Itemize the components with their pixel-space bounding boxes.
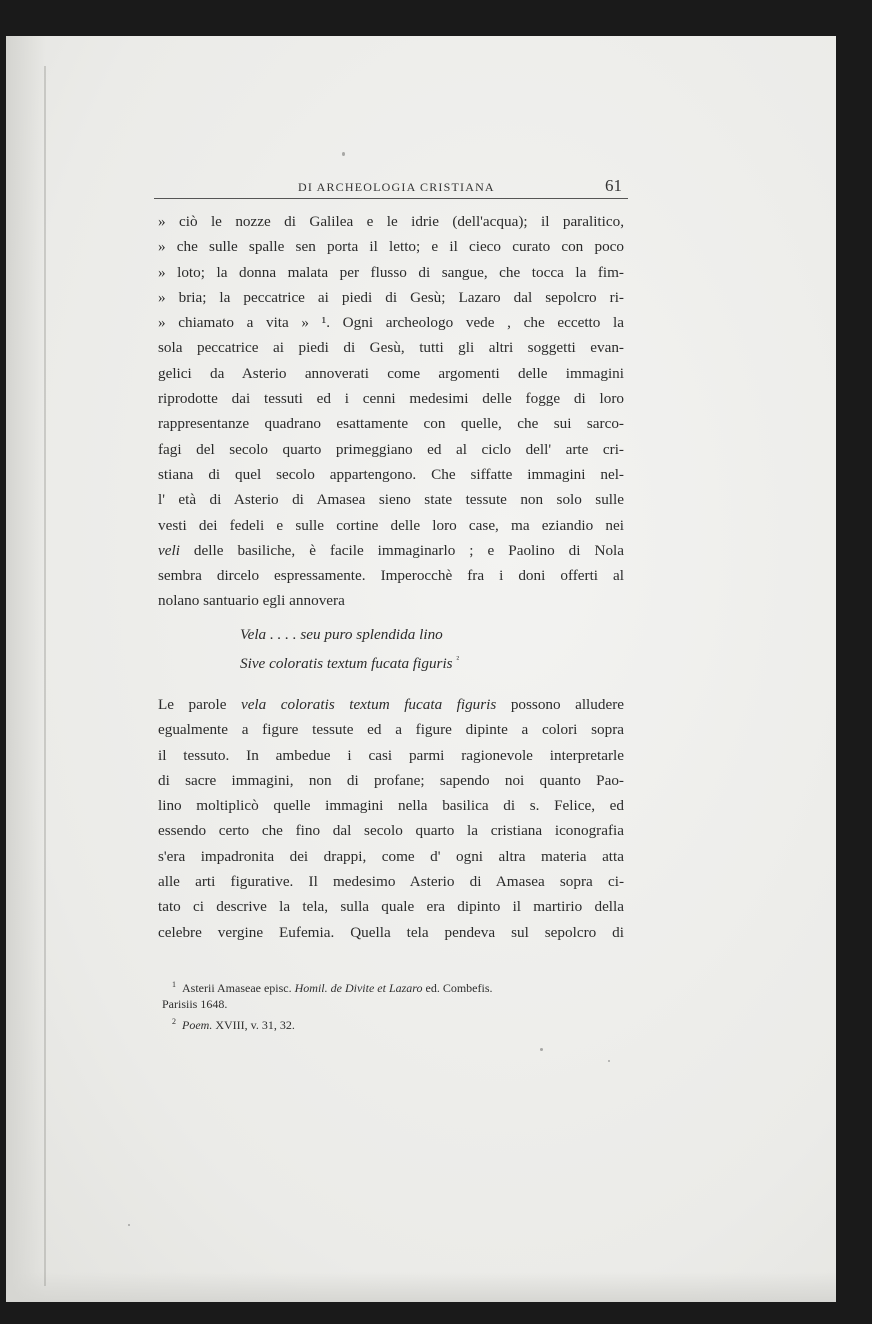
footnote-text: XVIII, v. 31, 32.	[212, 1018, 295, 1032]
footnote-title: Homil. de Divite et Lazaro	[294, 981, 423, 995]
text-line: » che sulle spalle sen porta il letto; e il cieco curato con poco	[158, 238, 624, 256]
text-line: gelici da Asterio annoverati come argomenti delle immagini	[158, 364, 624, 382]
text-line: tato ci descrive la tela, sulla quale era dipinto il martirio della	[158, 898, 624, 916]
text-line: celebre vergine Eufemia. Quella tela pendeva sul sepolcro di	[158, 923, 624, 941]
text-line: riprodotte dai tessuti ed i cenni medesimi delle fogge di loro	[158, 390, 624, 408]
footnote-marker: 2	[172, 1017, 176, 1026]
verse-line	[240, 647, 580, 672]
text-line: » bria; la peccatrice ai piedi di Gesù; Lazaro dal sepolcro ri-	[158, 288, 624, 306]
footnote-2	[162, 1013, 622, 1032]
text-line: vesti dei fedeli e sulle cortine delle loro case, ma eziandio nei	[158, 516, 624, 534]
text-line: » chiamato a vita » ¹. Ogni archeologo vede , che eccetto la	[158, 314, 624, 332]
text-line: sembra dircelo espressamente. Imperocchè fra i doni offerti al	[158, 567, 624, 585]
text-line: » loto; la donna malata per flusso di sangue, che tocca la fim-	[158, 263, 624, 281]
footnotes	[162, 976, 622, 1032]
text-line: rappresentanze quadrano esattamente con quelle, che sui sarco-	[158, 415, 624, 433]
text-line	[158, 692, 624, 717]
page-bottom-shadow	[6, 1272, 836, 1302]
verse-text: Sive coloratis textum fucata figuris	[240, 655, 453, 673]
text-run: Le parole	[158, 696, 241, 713]
text-line: sola peccatrice ai piedi di Gesù, tutti gli altri soggetti evan-	[158, 339, 624, 357]
text-line: stiana di quel secolo appartengono. Che siffatte immagini nel-	[158, 465, 624, 483]
text-line: lino moltiplicò quelle immagini nella basilica di s. Felice, ed	[158, 797, 624, 815]
italic-quotation: vela coloratis textum fucata figuris	[240, 696, 497, 713]
footnote-text: Asterii Amaseae episc.	[182, 981, 295, 995]
text-line: s'era impadronita dei drappi, come d' ogni altra materia atta	[158, 847, 624, 865]
text-line: alle arti figurative. Il medesimo Asterio di Amasea sopra ci-	[158, 873, 624, 891]
footnote-title: Poem.	[182, 1018, 213, 1032]
paper-speck	[342, 152, 345, 156]
text-line: fagi del secolo quarto primeggiano ed al ciclo dell' arte cri-	[158, 440, 624, 458]
paragraph-1	[158, 209, 624, 614]
text-line: » ciò le nozze di Galilea e le idrie (dell'acqua); il paralitico,	[158, 213, 624, 230]
text-line: l' età di Asterio di Amasea sieno state tessute non solo sulle	[158, 491, 624, 509]
text-line: di sacre immagini, non di profane; sapendo noi quanto Pao-	[158, 771, 624, 789]
text-line: egualmente a figure tessute ed a figure dipinte a colori sopra	[158, 721, 624, 739]
running-head-title: DI ARCHEOLOGIA CRISTIANA	[298, 180, 495, 194]
paper-speck	[608, 1060, 610, 1062]
page-gutter-shadow	[6, 36, 46, 1302]
footnote-reference: ²	[456, 654, 460, 664]
text-line: il tessuto. In ambedue i casi parmi ragionevole interpretarle	[158, 746, 624, 764]
text-run: delle basiliche, è facile immaginarlo ; e Paolino di Nola	[179, 541, 624, 559]
verse-line: Vela . . . . seu puro splendida lino	[240, 626, 443, 643]
running-head	[154, 176, 628, 199]
text-line: nolano santuario egli annovera	[158, 592, 345, 610]
gutter-fold-line	[44, 66, 46, 1286]
paragraph-2	[158, 692, 624, 945]
italic-term: veli	[158, 541, 180, 559]
footnote-1	[162, 976, 622, 995]
page-number: 61	[605, 176, 622, 195]
footnote-1-continuation: Parisiis 1648.	[162, 996, 228, 1011]
text-line	[158, 538, 624, 563]
footnote-text: ed. Combefis.	[422, 981, 493, 995]
text-run: possono alludere	[496, 696, 624, 713]
verse-quotation	[240, 622, 580, 672]
footnote-marker: 1	[172, 980, 176, 989]
paper-speck	[128, 1224, 130, 1226]
text-line: essendo certo che fino dal secolo quarto la cristiana iconografia	[158, 822, 624, 840]
paper-speck	[540, 1048, 543, 1051]
